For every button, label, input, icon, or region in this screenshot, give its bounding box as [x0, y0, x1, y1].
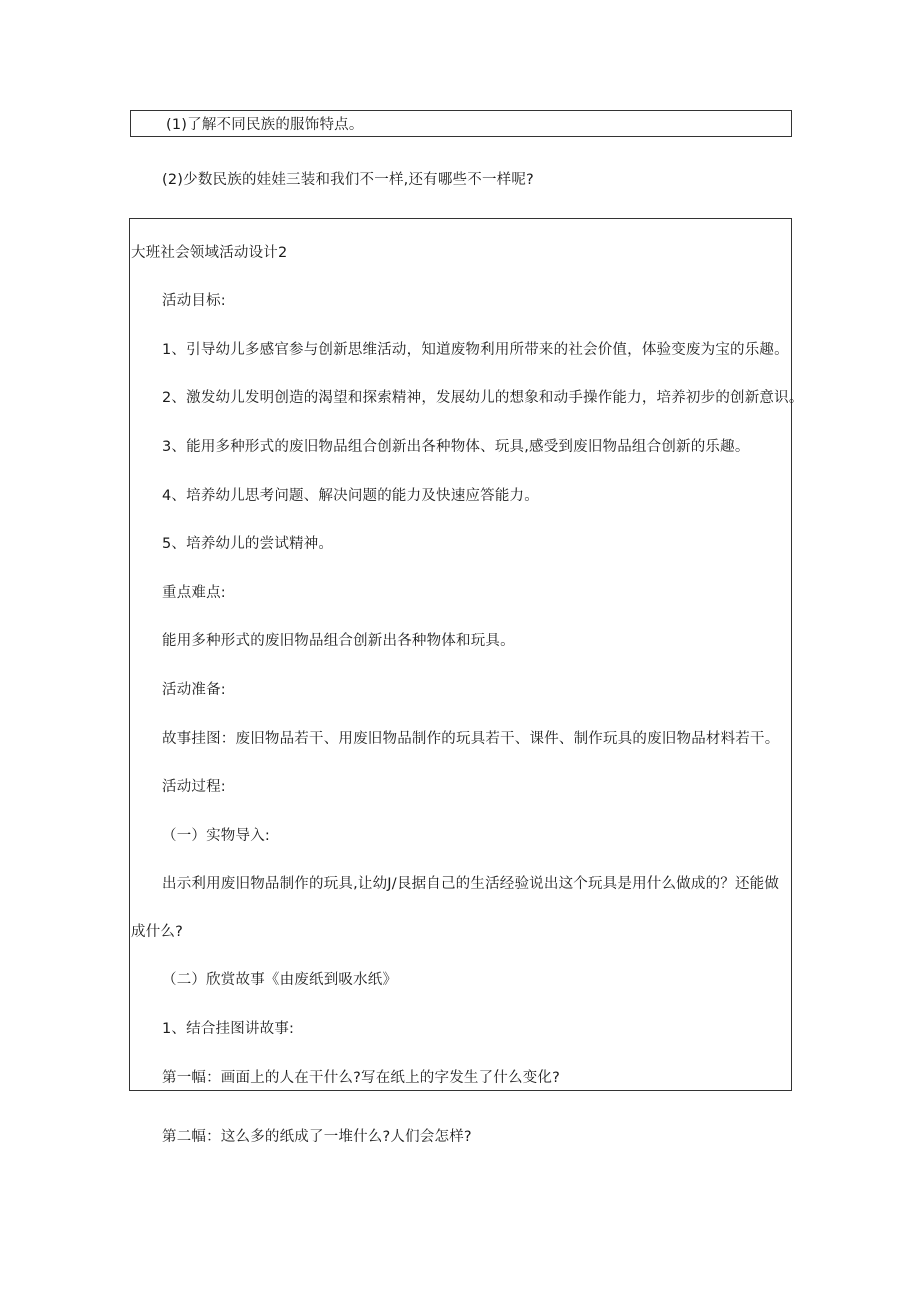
goal-item: 3、能用多种形式的废旧物品组合创新出各种物体、玩具,感受到废旧物品组合创新的乐趣。 — [162, 439, 750, 455]
step1-heading: （一）实物导入: — [162, 828, 270, 844]
key-points-heading: 重点难点: — [162, 585, 226, 601]
preparation-heading: 活动准备: — [162, 682, 226, 698]
frame2-text: 第二幅：这么多的纸成了一堆什么?人们会怎样? — [162, 1129, 472, 1145]
preparation-text: 故事挂图：废旧物品若干、用废旧物品制作的玩具若干、课件、制作玩具的废旧物品材料若干。 — [162, 731, 780, 747]
step1-text-continued: 成什么? — [131, 924, 183, 940]
goal-item: 5、培养幼儿的尝试精神。 — [162, 536, 334, 552]
goal-item: 4、培养幼儿思考问题、解决问题的能力及快速应答能力。 — [162, 488, 539, 504]
goals-heading: 活动目标: — [162, 293, 226, 309]
question-line: (2)少数民族的娃娃三装和我们不一样,还有哪些不一样呢? — [162, 172, 534, 188]
step1-text: 出示利用废旧物品制作的玩具,让幼J/艮据自己的生活经验说出这个玩具是用什么做成的？还能做 — [162, 876, 780, 892]
step2-heading: （二）欣赏故事《由废纸到吸水纸》 — [162, 972, 398, 988]
frame1-text: 第一幅：画面上的人在干什么?写在纸上的字发生了什么变化? — [162, 1070, 560, 1086]
story-heading: 1、结合挂图讲故事: — [162, 1021, 295, 1037]
goal-item: 2、激发幼儿发明创造的渴望和探索精神，发展幼儿的想象和动手操作能力，培养初步的创新意识。 — [162, 390, 804, 406]
process-heading: 活动过程: — [162, 779, 226, 795]
top-cell-text: (1)了解不同民族的服饰特点。 — [166, 117, 364, 133]
section-title: 大班社会领域活动设计2 — [131, 245, 288, 261]
key-points-text: 能用多种形式的废旧物品组合创新出各种物体和玩具。 — [162, 633, 515, 649]
goal-item: 1、引导幼儿多感官参与创新思维活动，知道废物利用所带来的社会价值，体验变废为宝的乐趣。 — [162, 342, 789, 358]
